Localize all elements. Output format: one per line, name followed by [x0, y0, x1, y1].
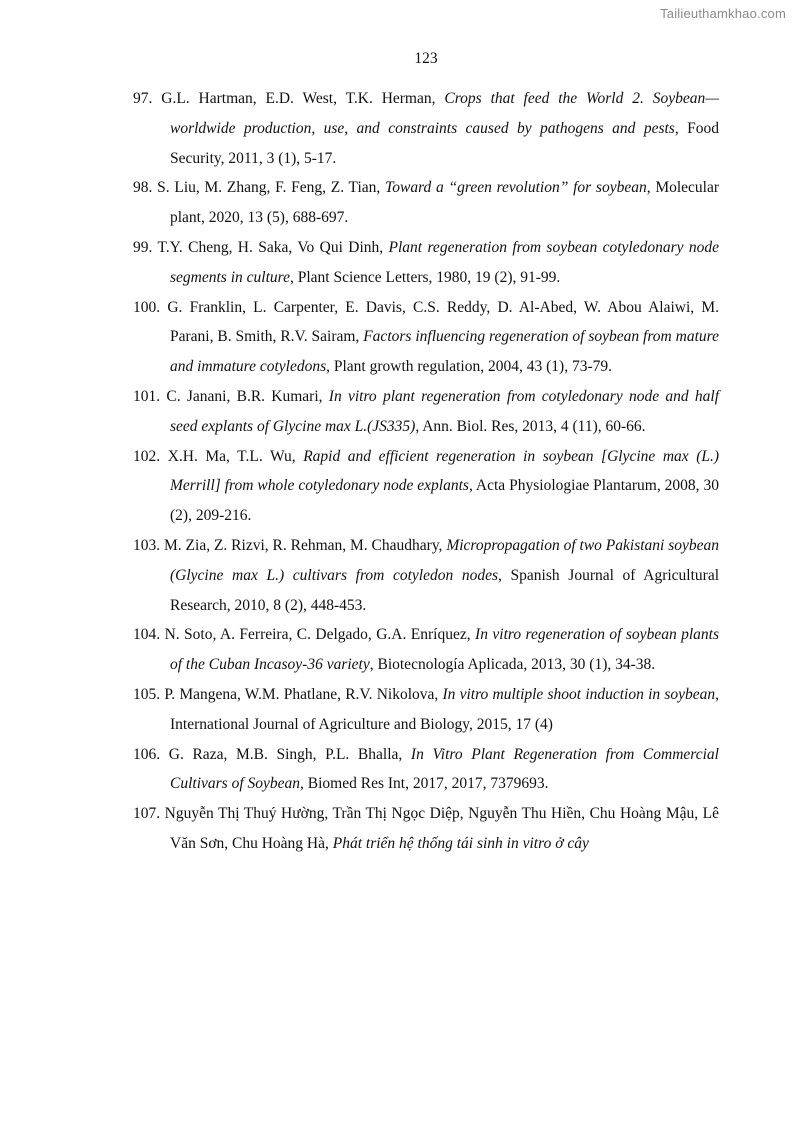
reference-source: , Plant growth regulation, 2004, 43 (1), 73-79.: [326, 358, 612, 376]
reference-source: , Ann. Biol. Res, 2013, 4 (11), 60-66.: [415, 417, 646, 435]
reference-authors: S. Liu, M. Zhang, F. Feng, Z. Tian,: [157, 179, 381, 197]
reference-title: In vitro plant regeneration from cotyledonary node and half seed explants of Glycine max L.(JS335): [170, 387, 719, 435]
reference-number: 106.: [133, 745, 161, 763]
reference-source: , Spanish Journal of Agricultural Research, 2010, 8 (2), 448-453.: [170, 566, 720, 614]
reference-authors: M. Zia, Z. Rizvi, R. Rehman, M. Chaudhary,: [164, 536, 443, 554]
reference-source: , International Journal of Agriculture and Biology, 2015, 17 (4): [170, 685, 720, 733]
reference-number: 97.: [133, 90, 153, 107]
reference-source: , Biotecnología Aplicada, 2013, 30 (1), 34-38.: [369, 656, 656, 674]
reference-number: 103.: [133, 536, 161, 554]
reference-number: 105.: [133, 685, 161, 703]
reference-number: 104.: [133, 626, 161, 644]
reference-authors: G.L. Hartman, E.D. West, T.K. Herman,: [161, 90, 436, 107]
reference-authors: N. Soto, A. Ferreira, C. Delgado, G.A. Enríquez,: [164, 626, 471, 644]
reference-number: 107.: [133, 805, 161, 823]
reference-title: Crops that feed the World 2. Soybean—worldwide production, use, and constraints caused by pathogens and pests: [170, 90, 720, 137]
reference-source: , Plant Science Letters, 1980, 19 (2), 91-99.: [289, 268, 561, 286]
reference-authors: T.Y. Cheng, H. Saka, Vo Qui Dinh,: [157, 238, 384, 256]
reference-item: [133, 233, 719, 293]
reference-item: [133, 620, 719, 680]
reference-title: Toward a “green revolution” for soybean: [385, 179, 647, 197]
reference-authors: C. Janani, B.R. Kumari,: [166, 387, 323, 405]
reference-title: Plant regeneration from soybean cotyledonary node segments in culture: [170, 238, 719, 286]
reference-title: Phát triển hệ thống tái sinh in vitro ở cây: [332, 834, 589, 852]
reference-authors: G. Franklin, L. Carpenter, E. Davis, C.S. Reddy, D. Al-Abed, W. Abou Alaiwi, M. Parani, B. Smith, R.V. Sairam,: [167, 298, 719, 346]
reference-title: Rapid and efficient regeneration in soybean [Glycine max (L.) Merrill] from whole cotyledonary node explants: [170, 447, 720, 495]
reference-authors: X.H. Ma, T.L. Wu,: [167, 447, 296, 465]
reference-item: [133, 382, 719, 442]
reference-item: [133, 84, 719, 173]
reference-authors: G. Raza, M.B. Singh, P.L. Bhalla,: [168, 745, 403, 763]
reference-item: [133, 173, 719, 233]
reference-item: [133, 680, 719, 740]
reference-number: 100.: [133, 298, 161, 316]
reference-number: 99.: [133, 238, 153, 256]
reference-title: In Vitro Plant Regeneration from Commercial Cultivars of Soybean: [170, 745, 719, 793]
reference-item: [133, 740, 719, 800]
reference-source: , Molecular plant, 2020, 13 (5), 688-697.: [170, 179, 720, 227]
reference-list: [133, 84, 719, 859]
reference-title: Micropropagation of two Pakistani soybean (Glycine max L.) cultivars from cotyledon nodes: [170, 536, 720, 584]
reference-title: Factors influencing regeneration of soybean from mature and immature cotyledons: [170, 328, 719, 376]
reference-authors: Nguyễn Thị Thuý Hường, Trần Thị Ngọc Diệp, Nguyễn Thu Hiền, Chu Hoàng Mậu, Lê Văn Sơn, Chu Hoàng Hà,: [164, 805, 719, 852]
reference-number: 98.: [133, 179, 153, 197]
watermark: Tailieuthamkhao.com: [660, 6, 786, 21]
reference-item: [133, 293, 719, 382]
reference-title: In vitro regeneration of soybean plants of the Cuban Incasoy-36 variety: [170, 626, 720, 674]
reference-number: 102.: [133, 447, 161, 465]
reference-title: In vitro multiple shoot induction in soybean: [442, 685, 716, 703]
reference-item: [133, 799, 719, 859]
reference-item: [133, 531, 719, 620]
reference-authors: P. Mangena, W.M. Phatlane, R.V. Nikolova,: [164, 685, 439, 703]
reference-item: [133, 442, 719, 531]
page-number: 123: [414, 50, 438, 67]
reference-source: , Biomed Res Int, 2017, 2017, 7379693.: [300, 775, 549, 793]
reference-source: , Food Security, 2011, 3 (1), 5-17.: [170, 119, 719, 167]
reference-number: 101.: [133, 387, 161, 405]
reference-source: , Acta Physiologiae Plantarum, 2008, 30 (2), 209-216.: [170, 477, 719, 525]
